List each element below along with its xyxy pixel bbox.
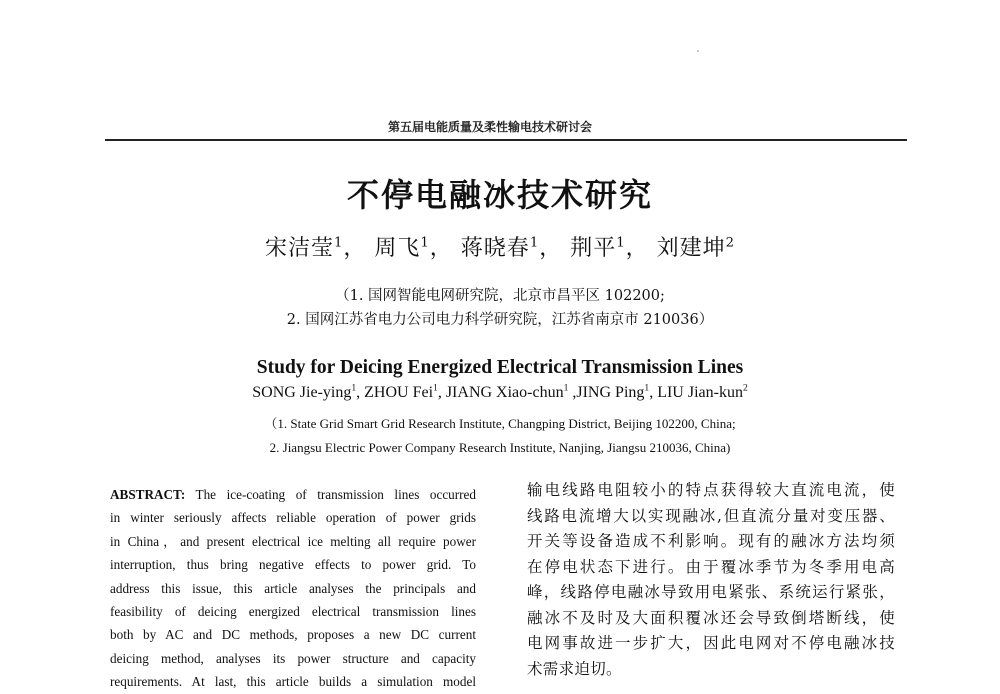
author-cn-affil: 2 [725, 235, 736, 251]
author-cn: 周飞 [374, 236, 421, 261]
abstract-label: ABSTRACT: [110, 487, 186, 502]
author-sep: ， [429, 236, 453, 261]
author-sep: ， [625, 236, 649, 261]
author-en: LIU Jian-kun [657, 384, 743, 401]
author-sep: ， [539, 236, 563, 261]
author-en: ZHOU Fei [364, 384, 434, 401]
body-line: 术需求迫切。 [527, 659, 622, 678]
body-line: 线路电流增大以实现融冰,但直流分量对变压器、 [527, 506, 895, 525]
chinese-affiliation-1: （1. 国网智能电网研究院，北京市昌平区 102200; [335, 288, 665, 304]
author-cn: 宋洁莹 [264, 236, 334, 261]
body-line: 融冰不及时及大面积覆冰还会导致倒塔断线，使 [527, 608, 895, 627]
author-en: JIANG Xiao-chun [445, 384, 564, 401]
author-en-affil: 1 [433, 382, 438, 394]
chinese-affiliation-2: 2. 国网江苏省电力公司电力科学研究院，江苏省南京市 210036） [286, 312, 714, 328]
body-line: 开关等设备造成不利影响。现有的融冰方法均须 [527, 532, 895, 550]
author-cn: 刘建坤 [656, 236, 726, 261]
chinese-title: 不停电融冰技术研究 [346, 176, 653, 214]
author-en: SONG Jie-ying [252, 384, 352, 401]
author-cn: 蒋晓春 [460, 236, 530, 261]
abstract-text: The ice-coating of transmission lines occurred [185, 487, 476, 502]
author-cn-affil: 1 [333, 235, 344, 251]
author-cn-affil: 1 [420, 235, 430, 251]
author-sep: , [649, 384, 658, 401]
body-line: 在停电状态下进行。由于覆冰季节为冬季用电高 [527, 557, 895, 576]
abstract-line [110, 483, 476, 506]
author-en-affil: 1 [644, 382, 650, 394]
body-line: 电网事故进一步扩大，因此电网对不停电融冰技 [527, 634, 895, 652]
chinese-body-column [527, 478, 895, 682]
author-en-affil: 1 [563, 382, 569, 394]
header-rule [105, 139, 907, 141]
abstract-line: interruption, thus bring negative effects to power grid. To [110, 557, 476, 573]
english-affiliation-1: （1. State Grid Smart Grid Research Institute, Changping District, Beijing 102200, China; [264, 416, 736, 431]
body-line: 峰，线路停电融冰导致用电紧张、系统运行紧张， [527, 583, 895, 601]
abstract-line: in China，and present electrical ice melting all require power [110, 533, 476, 549]
english-authors [0, 384, 1000, 402]
scan-speck [697, 50, 699, 52]
english-title: Study for Deicing Energized Electrical Transmission Lines [256, 357, 744, 378]
author-sep: , [437, 384, 446, 401]
author-cn-affil: 1 [529, 235, 540, 251]
author-en-affil: 2 [742, 382, 748, 394]
author-sep: , [356, 384, 365, 401]
abstract-line: in winter seriously affects reliable operation of power grids [110, 510, 476, 526]
running-header: 第五届电能质量及柔性输电技术研讨会 [387, 120, 592, 134]
author-en: JING Ping [576, 384, 645, 401]
author-cn-affil: 1 [616, 235, 626, 251]
abstract-line: requirements. At last, this article builds a simulation model [110, 674, 476, 690]
abstract-line: address this issue, this article analyses the principals and [110, 580, 476, 596]
author-sep: ， [343, 236, 367, 261]
abstract-line: deicing method, analyses its power structure and capacity [110, 650, 476, 666]
abstract-column [110, 483, 476, 694]
chinese-authors [0, 231, 1000, 262]
author-sep: , [568, 384, 577, 401]
english-affiliation-2: 2. Jiangsu Electric Power Company Research Institute, Nanjing, Jiangsu 210036, China) [269, 440, 731, 455]
abstract-line: feasibility of deicing energized electrical transmission lines [110, 604, 476, 620]
author-cn: 荆平 [570, 236, 617, 261]
body-line: 输电线路电阻较小的特点获得较大直流电流，使 [527, 481, 895, 499]
author-en-affil: 1 [351, 382, 357, 394]
abstract-line: both by AC and DC methods, proposes a new DC current [110, 627, 476, 643]
